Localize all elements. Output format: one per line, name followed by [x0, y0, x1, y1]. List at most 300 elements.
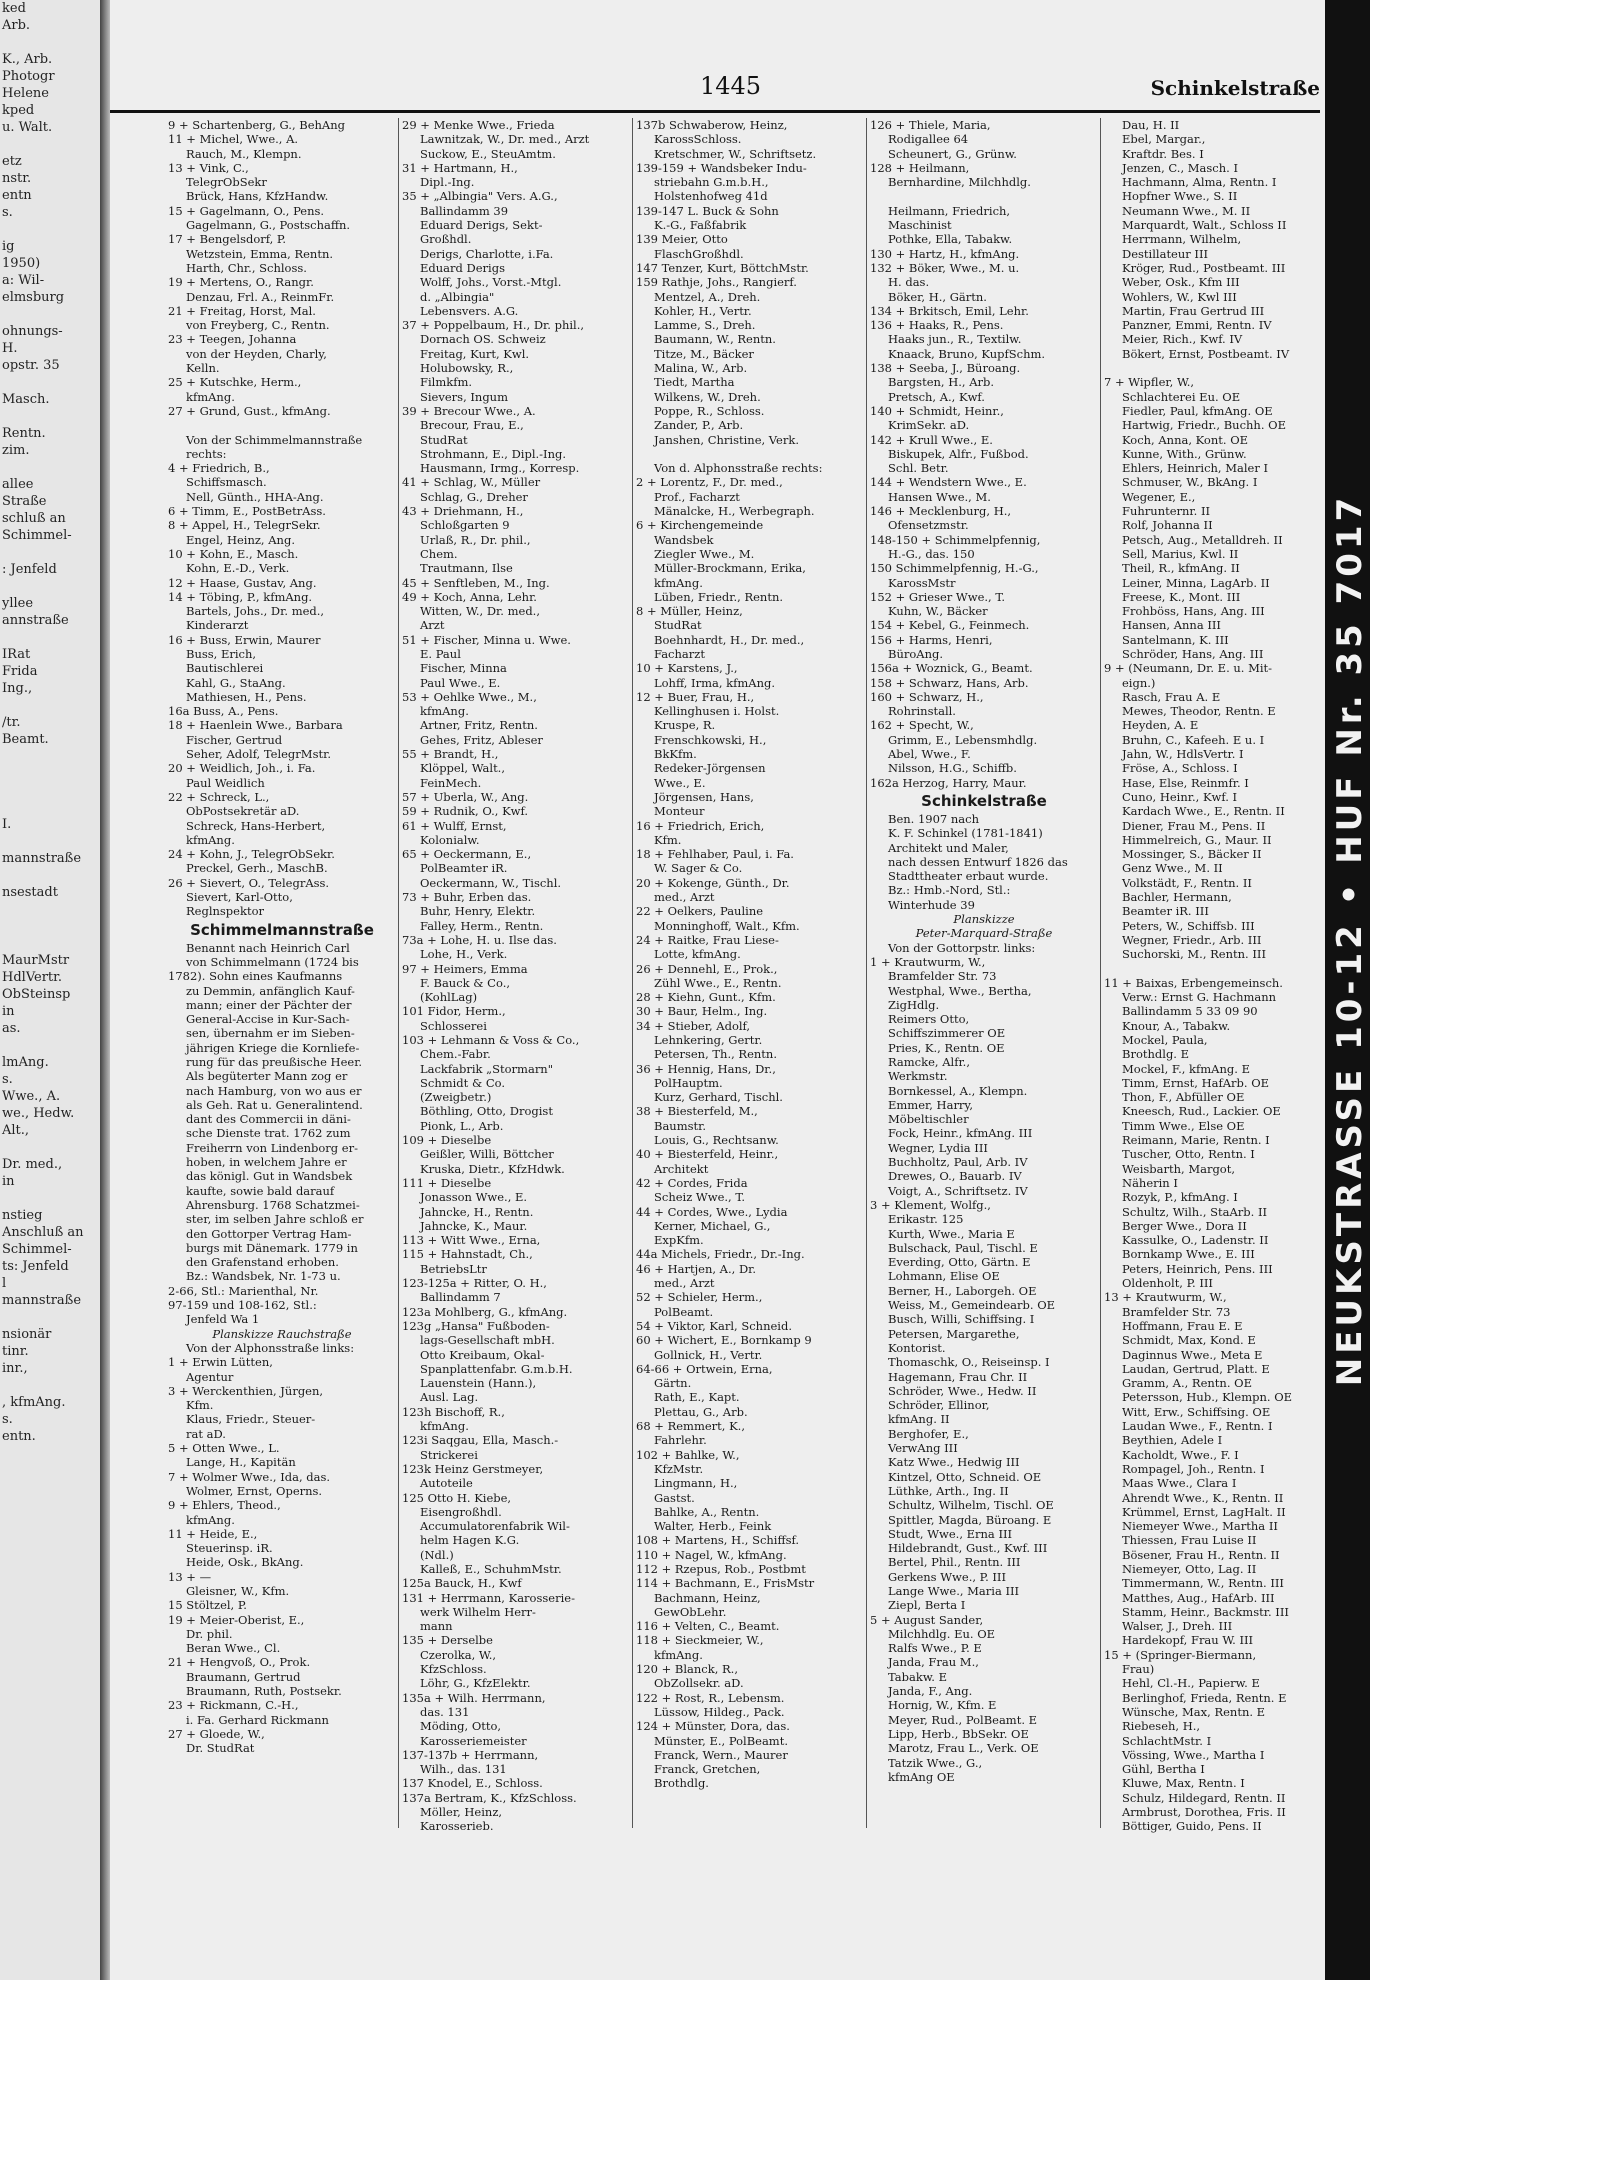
house-number-entry: 139-147 L. Buck & Sohn — [636, 203, 779, 218]
resident-entry: das königl. Gut in Wandsbek — [186, 1169, 353, 1184]
resident-entry: kfmAng. — [186, 1512, 235, 1527]
resident-entry: von der Heyden, Charly, — [186, 346, 327, 361]
house-number-entry: 24 + Kohn, J., TelegrObSekr. — [168, 847, 335, 862]
resident-entry: Rozyk, P., kfmAng. I — [1122, 1190, 1238, 1205]
house-number-entry: 8 + Appel, H., TelegrSekr. — [168, 518, 321, 533]
previous-page-fragment — [0, 901, 100, 918]
resident-entry: Kuhn, W., Bäcker — [888, 604, 988, 619]
resident-entry: helm Hagen K.G. — [420, 1533, 520, 1548]
resident-entry: Gerkens Wwe., P. III — [888, 1569, 1007, 1584]
resident-entry: werk Wilhelm Herr- — [420, 1604, 536, 1619]
house-number-entry: 14 + Töbing, P., kfmAng. — [168, 589, 313, 604]
resident-entry: hoben, in welchem Jahre er — [186, 1155, 347, 1170]
house-number-entry: 45 + Senftleben, M., Ing. — [402, 575, 550, 590]
house-number-entry: 59 + Rudnik, O., Kwf. — [402, 804, 529, 819]
resident-entry: Volkstädt, F., Rentn. II — [1122, 875, 1252, 890]
house-number-entry: 1 + Erwin Lütten, — [168, 1355, 273, 1370]
resident-entry: Koch, Anna, Kont. OE — [1122, 432, 1249, 447]
resident-entry: Fischer, Minna — [420, 661, 507, 676]
resident-entry: Bz.: Wandsbek, Nr. 1-73 u. — [186, 1269, 341, 1284]
resident-entry: Peters, W., Schiffsb. III — [1122, 918, 1255, 933]
resident-entry: Eduard Derigs — [420, 260, 505, 275]
resident-entry: Matthes, Aug., HafArb. III — [1122, 1590, 1275, 1605]
resident-entry: Strickerei — [420, 1447, 478, 1462]
resident-entry: (KohlLag) — [420, 990, 478, 1005]
resident-entry: Jonasson Wwe., E. — [420, 1190, 528, 1205]
resident-entry: Kinderarzt — [186, 618, 249, 633]
resident-entry: Ahrendt Wwe., K., Rentn. II — [1122, 1490, 1284, 1505]
resident-entry: Suchorski, M., Rentn. III — [1122, 947, 1266, 962]
house-number-entry: 23 + Teegen, Johanna — [168, 332, 297, 347]
resident-entry: Bruhn, C., Kafeeh. E u. I — [1122, 732, 1265, 747]
resident-entry: Berlinghof, Frieda, Rentn. E — [1122, 1690, 1287, 1705]
spacer — [636, 447, 864, 461]
resident-entry: Kontorist. — [888, 1340, 946, 1355]
resident-entry: ster, im selben Jahre schloß er — [186, 1212, 364, 1227]
resident-entry: Gleisner, W., Kfm. — [186, 1583, 290, 1598]
resident-entry: Werkmstr. — [888, 1069, 948, 1084]
resident-entry: Beythien, Adele I — [1122, 1433, 1223, 1448]
resident-entry: med., Arzt — [654, 1276, 715, 1291]
resident-entry: Möller, Heinz, — [420, 1805, 503, 1820]
resident-entry: mann — [420, 1619, 453, 1634]
resident-entry: Nilsson, H.G., Schiffb. — [888, 761, 1017, 776]
resident-entry: Karosseriemeister — [420, 1733, 527, 1748]
resident-entry: Freese, K., Mont. III — [1122, 589, 1241, 604]
previous-page-fragment: Anschluß an — [2, 1225, 84, 1240]
resident-entry: Pries, K., Rentn. OE — [888, 1040, 1005, 1055]
resident-entry: Zander, P., Arb. — [654, 418, 744, 433]
previous-page-fragment: lmAng. — [2, 1055, 49, 1070]
previous-page-fragment: Photogr — [2, 69, 55, 84]
resident-entry: Fuhrunternr. II — [1122, 504, 1211, 519]
resident-entry: Schiffszimmerer OE — [888, 1026, 1006, 1041]
map-reference: Peter-Marquard-Straße — [915, 926, 1053, 941]
resident-entry: den Grafenstand erhoben. — [186, 1255, 339, 1270]
resident-entry: Bornkessel, A., Klempn. — [888, 1083, 1028, 1098]
house-number-entry: 134 + Brkitsch, Emil, Lehr. — [870, 303, 1029, 318]
resident-entry: Lamme, S., Dreh. — [654, 318, 756, 333]
map-reference: Planskizze — [953, 912, 1015, 927]
resident-entry: lags-Gesellschaft mbH. — [420, 1333, 555, 1348]
resident-entry: Scheiz Wwe., T. — [654, 1190, 745, 1205]
house-number-entry: 103 + Lehmann & Voss & Co., — [402, 1033, 580, 1047]
house-number-entry: 118 + Sieckmeier, W., — [636, 1633, 764, 1648]
page-number: 1445 — [700, 72, 762, 100]
previous-page-fragment — [0, 459, 100, 476]
resident-entry: BkKfm. — [654, 747, 697, 762]
resident-entry: Malina, W., Arb. — [654, 361, 748, 376]
previous-page-fragment: Arb. — [2, 18, 31, 33]
house-number-entry: 135a + Wilh. Herrmann, — [402, 1690, 546, 1705]
previous-page-fragment: zim. — [2, 443, 30, 458]
previous-page-fragment: HdlVertr. — [2, 970, 63, 985]
resident-entry: Busch, Willi, Schiffsing. I — [888, 1312, 1035, 1327]
column-divider — [866, 118, 867, 1828]
resident-entry: Himmelreich, G., Maur. II — [1122, 832, 1272, 847]
resident-entry: Dr. phil. — [186, 1626, 233, 1641]
resident-entry: Schlag, G., Dreher — [420, 489, 528, 504]
resident-entry: SchlachtMstr. I — [1122, 1733, 1212, 1748]
resident-entry: Schiffsmasch. — [186, 475, 267, 490]
resident-entry: Brothdlg. — [654, 1776, 709, 1791]
resident-entry: Prof., Facharzt — [654, 489, 740, 504]
resident-entry: GewObLehr. — [654, 1604, 727, 1619]
resident-entry: nach Hamburg, von wo aus er — [186, 1083, 362, 1098]
resident-entry: Kurth, Wwe., Maria E — [888, 1226, 1015, 1241]
resident-entry: Gastst. — [654, 1490, 695, 1505]
resident-entry: Weber, Osk., Kfm III — [1122, 275, 1240, 290]
house-number-entry: 2 + Lorentz, F., Dr. med., — [636, 475, 783, 490]
previous-page-fragment — [0, 935, 100, 952]
resident-entry: KfzMstr. — [654, 1461, 704, 1476]
previous-page-fragment — [0, 697, 100, 714]
spacer — [1104, 361, 1332, 375]
resident-entry: Bornkamp Wwe., E. III — [1122, 1247, 1255, 1262]
house-number-entry: 1 + Krautwurm, W., — [870, 954, 986, 969]
house-number-entry: 5 + Otten Wwe., L. — [168, 1441, 280, 1456]
house-number-entry: 162 + Specht, W., — [870, 718, 974, 733]
resident-entry: Tuscher, Otto, Rentn. I — [1122, 1147, 1255, 1162]
resident-entry: Paul Wwe., E. — [420, 675, 501, 690]
resident-entry: sen, übernahm er im Sieben- — [186, 1026, 355, 1041]
house-number-entry: 20 + Weidlich, Joh., i. Fa. — [168, 761, 316, 776]
resident-entry: Berner, H., Laborgeh. OE — [888, 1283, 1037, 1298]
stamp-text: NEUKSTRASSE 10-12 • HUF Nr. 35 7017 — [1330, 493, 1370, 1387]
resident-entry: Monninghoff, Walt., Kfm. — [654, 918, 800, 933]
resident-entry: Braumann, Ruth, Postsekr. — [186, 1684, 342, 1699]
resident-entry: Scheunert, G., Grünw. — [888, 146, 1017, 161]
previous-page-fragment: ked — [2, 1, 26, 16]
previous-page-fragment: nstieg — [2, 1208, 43, 1223]
resident-entry: Kolonialw. — [420, 832, 480, 847]
resident-entry: Pionk, L., Arb. — [420, 1118, 504, 1133]
resident-entry: Schloßgarten 9 — [420, 518, 510, 533]
previous-page-fragment — [0, 782, 100, 799]
previous-page-fragment — [0, 867, 100, 884]
house-number-entry: 16 + Buss, Erwin, Maurer — [168, 632, 321, 647]
previous-page-fragment: Masch. — [2, 392, 50, 407]
house-number-entry: 148-150 + Schimmelpfennig, — [870, 532, 1041, 547]
house-number-entry: 42 + Cordes, Frida — [636, 1175, 748, 1190]
resident-entry: Kfm. — [186, 1398, 214, 1413]
resident-entry: Armbrust, Dorothea, Fris. II — [1122, 1805, 1286, 1820]
previous-page-fragment — [0, 1377, 100, 1394]
resident-entry: Genz Wwe., M. II — [1122, 861, 1223, 876]
resident-entry: Rasch, Frau A. E — [1122, 689, 1221, 704]
resident-entry: ObZollsekr. aD. — [654, 1676, 744, 1691]
resident-entry: Destillateur III — [1122, 246, 1209, 261]
previous-page-fragment: nsestadt — [2, 885, 58, 900]
house-number-entry: 7 + Wolmer Wwe., Ida, das. — [168, 1469, 331, 1484]
resident-entry: dant des Commercii in däni- — [186, 1112, 351, 1127]
resident-entry: Niemeyer Wwe., Martha II — [1122, 1519, 1278, 1534]
resident-entry: rung für das preußische Heer. — [186, 1055, 363, 1069]
resident-entry: Jenfeld Wa 1 — [186, 1312, 260, 1327]
house-number-entry: 68 + Remmert, K., — [636, 1419, 745, 1434]
house-number-entry: 61 + Wulff, Ernst, — [402, 818, 507, 833]
resident-entry: Dr. StudRat — [186, 1741, 255, 1756]
resident-entry: Schreck, Hans-Herbert, — [186, 818, 326, 833]
previous-page-fragment: Helene — [2, 86, 49, 101]
resident-entry: kfmAng. — [654, 1647, 703, 1662]
resident-entry: Fischer, Gertrud — [186, 732, 283, 747]
previous-page-fragment — [0, 136, 100, 153]
resident-entry: Ralfs Wwe., P. E — [888, 1641, 982, 1656]
house-number-entry: 112 + Rzepus, Rob., Postbmt — [636, 1561, 806, 1576]
previous-page-fragment: ohnungs- — [2, 324, 63, 339]
house-number-entry: 152 + Grieser Wwe., T. — [870, 589, 1005, 604]
previous-page-fragment: ig — [2, 239, 15, 254]
resident-entry: Verw.: Ernst G. Hachmann — [1122, 990, 1277, 1005]
resident-entry: Berger Wwe., Dora II — [1122, 1218, 1247, 1233]
directory-column-2 — [402, 118, 630, 1834]
previous-page-fragment: yllee — [2, 596, 34, 611]
resident-entry: ExpKfm. — [654, 1233, 704, 1248]
previous-page-fragment: H. — [2, 341, 18, 356]
previous-page-fragment: tinr. — [2, 1344, 29, 1359]
resident-entry: Bertel, Phil., Rentn. III — [888, 1555, 1021, 1570]
resident-entry: Lingmann, H., — [654, 1476, 738, 1491]
resident-entry: Stadttheater erbaut wurde. — [888, 869, 1049, 884]
house-number-entry: 16a Buss, A., Pens. — [168, 704, 279, 719]
previous-page-fragment — [0, 1190, 100, 1207]
resident-entry: Maschinist — [888, 218, 952, 233]
resident-entry: Kardach Wwe., E., Rentn. II — [1122, 804, 1285, 819]
resident-entry: Wegener, E., — [1122, 489, 1196, 504]
resident-entry: Witten, W., Dr. med., — [420, 604, 540, 619]
house-number-entry: 125 Otto H. Kiebe, — [402, 1490, 512, 1505]
blank-margin — [1370, 0, 1600, 2177]
house-number-entry: 21 + Hengvoß, O., Prok. — [168, 1655, 311, 1670]
resident-entry: Baumstr. — [654, 1118, 707, 1133]
resident-entry: Buhr, Henry, Elektr. — [420, 904, 536, 919]
resident-entry: Ebel, Margar., — [1122, 132, 1206, 147]
resident-entry: Weiss, M., Gemeindearb. OE — [888, 1298, 1056, 1313]
resident-entry: Wandsbek — [654, 532, 714, 547]
house-number-entry: 139-159 + Wandsbeker Indu- — [636, 160, 807, 175]
resident-entry: Gagelmann, G., Postschaffn. — [186, 218, 351, 233]
column-divider — [632, 118, 633, 1828]
previous-page-fragment: Dr. med., — [2, 1157, 63, 1172]
resident-entry: Jahncke, K., Maur. — [420, 1218, 528, 1233]
previous-page-fragment — [0, 1139, 100, 1156]
house-number-entry: 18 + Haenlein Wwe., Barbara — [168, 718, 343, 733]
resident-entry: Petersson, Hub., Klempn. OE — [1122, 1390, 1293, 1405]
previous-page-fragment: ObSteinsp — [2, 987, 71, 1002]
resident-entry: Westphal, Wwe., Bertha, — [888, 983, 1032, 998]
resident-entry: Schlosserei — [420, 1018, 487, 1033]
house-number-entry: 9 + Schartenberg, G., BehAng — [168, 118, 345, 132]
resident-entry: Thiessen, Frau Luise II — [1122, 1533, 1257, 1548]
previous-page-fragment — [0, 221, 100, 238]
resident-entry: Wilh., das. 131 — [420, 1762, 507, 1777]
house-number-entry: 3 + Werckenthien, Jürgen, — [168, 1383, 324, 1398]
resident-entry: Eduard Derigs, Sekt- — [420, 218, 543, 233]
house-number-entry: 30 + Baur, Helm., Ing. — [636, 1004, 768, 1019]
previous-page-fragment: Rentn. — [2, 426, 46, 441]
spacer — [1104, 962, 1332, 976]
resident-entry: Santelmann, K. III — [1122, 632, 1229, 647]
resident-entry: Geißler, Willi, Böttcher — [420, 1147, 554, 1162]
house-number-entry: 53 + Oehlke Wwe., M., — [402, 689, 537, 704]
resident-entry: Petsch, Aug., Metalldreh. II — [1122, 532, 1283, 547]
resident-entry: Diener, Frau M., Pens. II — [1122, 818, 1266, 833]
resident-entry: striebahn G.m.b.H., — [654, 175, 769, 190]
house-number-entry: 156a + Woznick, G., Beamt. — [870, 661, 1033, 676]
house-number-entry: 138 + Seeba, J., Büroang. — [870, 361, 1021, 376]
resident-entry: K.-G., Faßfabrik — [654, 218, 747, 233]
previous-page-fragment: opstr. 35 — [2, 358, 60, 373]
resident-entry: Hausmann, Irmg., Korresp. — [420, 461, 580, 476]
previous-page-fragment: in — [2, 1174, 15, 1189]
house-number-entry: 73a + Lohe, H. u. Ilse das. — [402, 932, 557, 947]
house-number-entry: 17 + Bengelsdorf, P. — [168, 232, 286, 247]
resident-entry: Von der Schimmelmannstraße — [186, 432, 363, 447]
house-number-entry: 39 + Brecour Wwe., A. — [402, 403, 536, 418]
house-number-entry: 55 + Brandt, H., — [402, 747, 499, 762]
house-number-entry: 131 + Herrmann, Karosserie- — [402, 1590, 575, 1605]
house-number-entry: 150 Schimmelpfennig, H.-G., — [870, 561, 1039, 576]
resident-entry: Emmer, Harry, — [888, 1097, 974, 1112]
house-number-entry: 34 + Stieber, Adolf, — [636, 1018, 751, 1033]
resident-entry: Kahl, G., StaAng. — [186, 675, 286, 690]
resident-entry: Münster, E., PolBeamt. — [654, 1733, 788, 1748]
resident-entry: kfmAng. II — [888, 1412, 950, 1427]
house-number-entry: 46 + Hartjen, A., Dr. — [636, 1261, 757, 1276]
resident-entry: i. Fa. Gerhard Rickmann — [186, 1712, 329, 1727]
resident-entry: Rath, E., Kapt. — [654, 1390, 740, 1405]
resident-entry: Lipp, Herb., BbSekr. OE — [888, 1726, 1029, 1741]
resident-entry: Hehl, Cl.-H., Papierw. E — [1122, 1676, 1260, 1691]
resident-entry: Bramfelder Str. 73 — [1122, 1304, 1231, 1319]
resident-entry: Boehnhardt, H., Dr. med., — [654, 632, 805, 647]
resident-entry: Buchholtz, Paul, Arb. IV — [888, 1155, 1028, 1170]
house-number-entry: 146 + Mecklenburg, H., — [870, 504, 1012, 519]
house-number-entry: 109 + Dieselbe — [402, 1133, 492, 1148]
house-number-entry: 25 + Kutschke, Herm., — [168, 375, 302, 390]
resident-entry: Leiner, Minna, LagArb. II — [1122, 575, 1270, 590]
resident-entry: H.-G., das. 150 — [888, 546, 975, 561]
previous-page-fragment: ts: Jenfeld — [2, 1259, 69, 1274]
resident-entry: Kassulke, O., Ladenstr. II — [1122, 1233, 1269, 1248]
resident-entry: kaufte, sowie bald darauf — [186, 1183, 335, 1198]
resident-entry: Lange, H., Kapitän — [186, 1455, 296, 1470]
resident-entry: Fahrlehr. — [654, 1433, 707, 1448]
resident-entry: kfmAng. — [420, 1419, 469, 1434]
house-number-entry: 41 + Schlag, W., Müller — [402, 475, 541, 490]
house-number-entry: 15 + (Springer-Biermann, — [1104, 1647, 1257, 1662]
resident-entry: Trautmann, Ilse — [420, 561, 513, 576]
resident-entry: Ziegler Wwe., M. — [654, 546, 755, 561]
house-number-entry: 8 + Müller, Heinz, — [636, 604, 743, 619]
previous-page-fragment — [0, 544, 100, 561]
previous-page-fragment — [0, 918, 100, 935]
resident-entry: Ziepl, Berta I — [888, 1598, 966, 1613]
house-number-entry: 135 + Derselbe — [402, 1633, 493, 1648]
resident-entry: Schmidt, Max, Kond. E — [1122, 1333, 1256, 1348]
resident-entry: Wwe., E. — [654, 775, 706, 790]
resident-entry: nach dessen Entwurf 1826 das — [888, 854, 1068, 869]
resident-entry: Biskupek, Alfr., Fußbod. — [888, 446, 1029, 461]
resident-entry: Rompagel, Joh., Rentn. I — [1122, 1461, 1265, 1476]
house-number-entry: 108 + Martens, H., Schiffsf. — [636, 1533, 800, 1548]
header-rule — [110, 110, 1320, 113]
house-number-entry: 12 + Haase, Gustav, Ang. — [168, 575, 317, 590]
resident-entry: Jahn, W., HdlsVertr. I — [1122, 747, 1244, 762]
resident-entry: Löhr, G., KfzElektr. — [420, 1676, 531, 1691]
resident-entry: Hansen, Anna III — [1122, 618, 1221, 633]
resident-entry: Pothke, Ella, Tabakw. — [888, 232, 1013, 247]
resident-entry: Lange Wwe., Maria III — [888, 1583, 1020, 1598]
previous-page-fragment: Schimmel- — [2, 1242, 72, 1257]
house-number-entry: 113 + Witt Wwe., Erna, — [402, 1233, 541, 1248]
house-number-entry: 54 + Viktor, Karl, Schneid. — [636, 1318, 792, 1333]
resident-entry: Heide, Osk., BkAng. — [186, 1555, 304, 1570]
resident-entry: eign.) — [1122, 675, 1156, 690]
resident-entry: Fröse, A., Schloss. I — [1122, 761, 1238, 776]
resident-entry: Böttiger, Guido, Pens. II — [1122, 1819, 1262, 1834]
house-number-entry: 19 + Meier-Oberist, E., — [168, 1612, 305, 1627]
resident-entry: Witt, Erw., Schiffsing. OE — [1122, 1404, 1271, 1419]
resident-entry: Erikastr. 125 — [888, 1212, 964, 1227]
resident-entry: Von d. Alphonsstraße rechts: — [654, 461, 823, 476]
section-heading: Schinkelstraße — [921, 791, 1047, 810]
resident-entry: ObPostsekretär aD. — [186, 804, 300, 819]
resident-entry: Kerner, Michael, G., — [654, 1218, 771, 1233]
previous-page-fragment: IRat — [2, 647, 31, 662]
resident-entry: Meier, Rich., Kwf. IV — [1122, 332, 1243, 347]
directory-column-3 — [636, 118, 864, 1791]
resident-entry: BetriebsLtr — [420, 1261, 487, 1276]
resident-entry: Von der Alphonsstraße links: — [186, 1340, 355, 1355]
resident-entry: Lüthke, Arth., Ing. II — [888, 1483, 1009, 1498]
house-number-entry: 5 + August Sander, — [870, 1612, 984, 1627]
house-number-entry: 28 + Kiehn, Gunt., Kfm. — [636, 990, 776, 1005]
resident-entry: d. „Albingia" — [420, 289, 495, 304]
resident-entry: Timm Wwe., Else OE — [1122, 1118, 1245, 1133]
resident-entry: Reimers Otto, — [888, 1012, 970, 1027]
resident-entry: Louis, G., Rechtsanw. — [654, 1133, 779, 1148]
resident-entry: Beran Wwe., Cl. — [186, 1641, 281, 1656]
house-number-entry: 64-66 + Ortwein, Erna, — [636, 1361, 773, 1376]
resident-entry: Arzt — [420, 618, 445, 633]
resident-entry: Braumann, Gertrud — [186, 1669, 301, 1684]
resident-entry: F. Bauck & Co., — [420, 975, 511, 990]
house-number-entry: 137a Bertram, K., KfzSchloss. — [402, 1790, 577, 1805]
house-number-entry: 9 + Ehlers, Theod., — [168, 1498, 281, 1513]
house-number-entry: 11 + Michel, Wwe., A. — [168, 132, 299, 147]
resident-entry: Bautischlerei — [186, 661, 264, 676]
resident-entry: Ballindamm 7 — [420, 1290, 501, 1305]
house-number-entry: 20 + Kokenge, Günth., Dr. — [636, 875, 790, 890]
resident-entry: Schulz, Hildegard, Rentn. II — [1122, 1790, 1286, 1805]
resident-entry: VerwAng III — [888, 1441, 958, 1456]
resident-entry: FlaschGroßhdl. — [654, 246, 744, 261]
resident-entry: Knour, A., Tabakw. — [1122, 1018, 1231, 1033]
resident-entry: Berghofer, E., — [888, 1426, 969, 1441]
resident-entry: Bulschack, Paul, Tischl. E — [888, 1240, 1038, 1255]
resident-entry: Böker, H., Gärtn. — [888, 289, 987, 304]
resident-entry: kfmAng. — [186, 389, 235, 404]
house-number-entry: 29 + Menke Wwe., Frieda — [402, 118, 555, 132]
resident-entry: Mockel, Paula, — [1122, 1033, 1208, 1047]
running-street-title: Schinkelstraße — [1150, 76, 1320, 100]
house-number-entry: 15 Stöltzel, P. — [168, 1598, 247, 1613]
resident-entry: Lüssow, Hildeg., Pack. — [654, 1704, 785, 1719]
resident-entry: Laudan Wwe., F., Rentn. I — [1122, 1419, 1273, 1434]
resident-entry: Lauenstein (Hann.), — [420, 1376, 537, 1391]
